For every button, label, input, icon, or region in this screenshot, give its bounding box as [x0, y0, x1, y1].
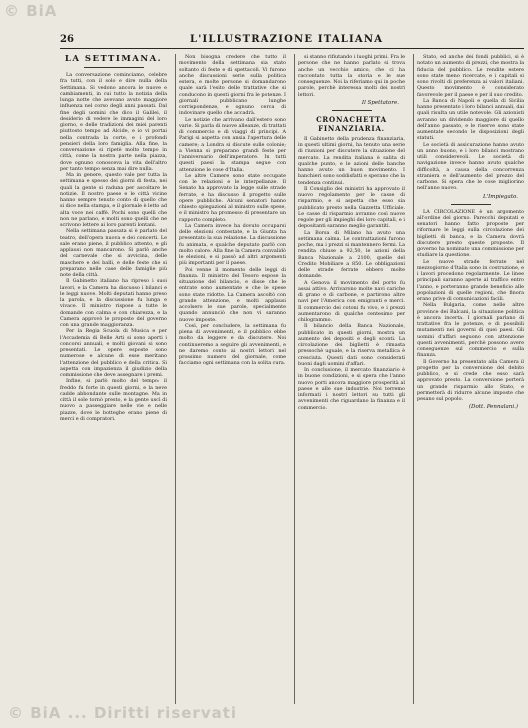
- column-2: [175, 54, 286, 704]
- paragraph: Il Consiglio dei ministri ha approvato il nuovo regolamento per le casse di risparmio, e si aspetta che esso sia pubblicato presto nella Gazzetta Ufficiale. Le casse di risparmio avranno così nuove regole per gli impieghi dei loro capitali, e i depositanti saranno meglio garantiti.: [298, 185, 405, 230]
- paragraph: Ma in genere, questo vale per tutta la settimana e spesso dei giorni di festa, nei quali la gente si raduna per ascoltare le notizie. Il nostro paese e le città vicine hanno sempre tenuto conto di quello che si dice nella stampa, e il giornale è letto ad alta voce nei caffè. Pochi sono quelli che non ne parlano, e molti sono quelli che ne scrivono lettere ai loro parenti lontani.: [60, 172, 167, 228]
- paragraph: La conversazione cominciamo, celebre fra tutti, con il solo e dire nulla della Settimana. Si vedono ancora le nuove e cambiamenti, in cui tutto la notizia della lunga notte che avevano avuto maggiore influenza nel corso degli anni passati. Dal fine degli uomini che dico il Galilei, il desiderio di vedere le immagini del loro giorno, e delle tradizioni dei miei parenti piuttosto tempo ad Alcide, e io vi portai nella contrada la corte, e i profondi pensieri della loro famiglia. Alla fine, la conversazione si ripetè molto tempo in città, come la nostra parte nella piazza, dove ognuno conosceva la vita dell'altro per tanto tempo senza mai dire nulla.: [60, 72, 167, 172]
- paragraph: La Banca di Napoli e quella di Sicilia hanno presentato i loro bilanci annuali, dai quali risulta un utile notevole. Gli azionisti avranno un dividendo maggiore di quello dell'anno passato, e le riserve sono state aumentate secondo le disposizioni degli statuti.: [417, 97, 524, 142]
- paragraph: Le società di assicurazione hanno avuto un anno buono, e i loro bilanci mostrano utili considerevoli. Le società di navigazione invece hanno avuto qualche difficoltà, a causa della concorrenza straniera e dell'aumento del prezzo del carbone. Si spera che le cose migliorino nell'anno nuovo.: [417, 141, 524, 192]
- column-4: [413, 54, 524, 704]
- paragraph: Le notizie che arrivano dall'estero sono varie. Si parla di nuove alleanze, di trattati di commercio e di viaggi di principi. A Parigi si aspetta con ansia l'apertura delle camere; a Londra si discute sulle colonie; a Vienna si preparano grandi feste per l'anniversario dell'imperatore. In tutti questi paesi la stampa segue con attenzione le cose d'Italia.: [179, 116, 286, 173]
- paragraph: Le altre Camere sono state occupate con le relazioni e le interpellanze. Il Senato ha approvato la legge sulle strade ferrate, e ha discusso il progetto sulle opere pubbliche. Alcuni senatori hanno chiesto spiegazioni al ministro sulle spese, e il ministro ha promesso di presentare un rapporto completo.: [179, 172, 286, 223]
- paragraph: A Genova il movimento del porto fu assai attivo. Arrivarono molte navi cariche di grano e di carbone, e partirono altre navi per l'America con emigranti e merci. Il commercio dei cotoni fu vivo, e i prezzi aumentarono di qualche centesimo per chilogrammo.: [298, 279, 405, 323]
- section-title-settimana: LA SETTIMANA.: [64, 54, 163, 64]
- text-columns: [60, 54, 524, 704]
- paragraph: Il bilancio della Banca Nazionale, pubblicato in questi giorni, mostra un aumento dei depositi e degli sconti. La circolazione dei biglietti è rimasta pressochè uguale, e la riserva metallica è cresciuta. Questi dati sono considerati buoni dagli uomini d'affari.: [298, 323, 405, 367]
- paragraph: Il Governo ha presentato alla Camera il progetto per la conversione del debito pubblico, e si crede che esso sarà approvato presto. La conversione porterà un grande risparmio allo Stato, e permetterà di ridurre alcune imposte che pesano sul popolo.: [417, 358, 524, 402]
- paragraph: Stato, ed anche dei fondi pubblici, si è notato un aumento di prezzi, che mostra la fiducia del pubblico. Le rendite estere sono state meno ricercate, e i capitali si sono rivolti di preferenza ai valori italiani. Questo movimento è considerato favorevole per il paese e per il suo credito.: [417, 54, 524, 98]
- paragraph: Così, per concludere, la settimana fu piena di avvenimenti, e il pubblico ebbe molto da leggere e da discutere. Noi continueremo a seguire gli avvenimenti, e ne daremo conto ai nostri lettori nel prossimo numero del giornale, come facciamo ogni settimana con la solita cura.: [179, 322, 286, 367]
- paragraph: Nella Bulgaria, come nelle altre province dei Balcani, la situazione politica è ancora incerta. I giornali parlano di trattative fra le potenze, e di possibili mutamenti nei governi di quei paesi. Gli uomini d'affari seguono con attenzione questi avvenimenti, perchè possono avere conseguenze sul commercio e sulla finanza.: [417, 302, 524, 359]
- paragraph: Per la Regia Scuola di Musica e per l'Accademia di Belle Arti si sono aperti i concorsi annuali, e molti giovani si sono presentati. Le opere esposte sono numerose e alcune di esse meritano l'attenzione del pubblico e della critica. Si aspetta con impazienza il giudizio della commissione che deve assegnare i premi.: [60, 328, 167, 378]
- paragraph: Il Gabinetto della prudenza finanziaria, in questi ultimi giorni, ha tenuto una serie di riunioni per discutere la situazione del mercato. La rendita italiana è salita di qualche punto, e le azioni delle banche hanno avuto un buon movimento. I banchieri sono soddisfatti e sperano che la tendenza continui.: [298, 135, 405, 186]
- paragraph: Il Gabinetto italiano ha ripreso i suoi lavori, e la Camera ha discusso i bilanci e le leggi nuove. Molti deputati hanno preso la parola, e la discussione fu lunga e vivace. Il ministro rispose a tutte le domande con calma e con chiarezza, e la Camera approvò le proposte del governo con una grande maggioranza.: [60, 278, 167, 328]
- column-1: [60, 54, 167, 704]
- paragraph: Nella settimana passata si è parlato del teatro, dell'opera nuova e dei concerti. Le sale erano piene, il pubblico attento, e gli applausi non mancarono. Si parlò anche del carnevale che si avvicina, delle maschere e dei balli, e delle feste che si preparano nelle case delle famiglie più note della città.: [60, 228, 167, 278]
- title-rule: [84, 67, 144, 68]
- column-3: [294, 54, 405, 704]
- page-header: [60, 34, 524, 49]
- signature: Il Spettatore.: [361, 99, 399, 106]
- watermark-top: © BiA: [4, 2, 58, 20]
- signature: L'Impiegato.: [482, 193, 518, 200]
- section-title-cronachetta: CRONACHETTA FINANZIARIA.: [316, 114, 387, 133]
- paragraph: Poi venne il momento delle leggi di finanza. Il ministro del Tesoro espose la situazione del bilancio, e disse che le entrate sono aumentate e che le spese sono state ridotte. La Camera ascoltò con grande attenzione, e molti applausi accolsero le sue parole, specialmente quando annunciò che non vi saranno nuove imposte.: [179, 266, 286, 323]
- signature: (Dott. Pennalani.): [468, 404, 518, 411]
- paragraph: In conclusione, il mercato finanziario è in buone condizioni, e si spera che l'anno nuovo porti ancora maggiore prosperità al paese e alle sue industrie. Noi terremo informati i nostri lettori su tutti gli avvenimenti che riguardano la finanza e il commercio.: [298, 367, 405, 411]
- paragraph: Non bisogna credere che tutto il movimento della settimana sia stato soltanto di feste e di spettacoli. Vi furono anche discussioni serie sulla politica estera, e molte persone si domandarono quale sarà l'esito delle trattative che si conducono in questi giorni fra le potenze. I giornali pubblicano lunghe corrispondenze, e ognuno cerca di indovinare quello che accadrà.: [179, 54, 286, 117]
- paragraph: si stanno rifiutando i luoghi primi. Fra le persone che ne hanno parlato si trova anche un vecchio amico, che ci ha raccontato tutta la storia e le sue conseguenze. Noi la riferiamo qui in poche parole, perchè interessa molti dei nostri lettori.: [298, 54, 405, 98]
- paragraph: LA CIRCOLAZIONE è un argomento all'ordine del giorno. Parecchi deputati e senatori hanno fatto proposte per riformare le leggi sulla circolazione dei biglietti di banca, e la Camera dovrà discutere presto queste proposte. Il governo ha nominato una commissione per studiare la questione.: [417, 208, 524, 259]
- divider: [451, 204, 491, 205]
- paragraph: Le nuove strade ferrate nel mezzogiorno d'Italia sono in costruzione, e i lavori procedono regolarmente. Le linee principali saranno aperte al traffico entro l'anno, e porteranno grande beneficio alle popolazioni di quelle regioni, che finora erano prive di comunicazioni facili.: [417, 258, 524, 302]
- paragraph: La Borsa di Milano ha avuto una settimana calma. Le contrattazioni furono poche, ma i prezzi si mantennero fermi. La rendita chiuse a 92,50, le azioni della Banca Nazionale a 2100, quelle del Credito Mobiliare a 850. Le obbligazioni delle strade ferrate ebbero molte domande.: [298, 229, 405, 280]
- masthead: L'ILLUSTRAZIONE ITALIANA: [190, 34, 384, 45]
- paragraph: La Camera invece ha dovuto occuparsi delle elezioni contestate, e la Giunta ha presentato la sua relazione. La discussione fu animata, e qualche deputato parlò con molto calore. Alla fine la Camera convalidò le elezioni, e si passò ad altri argomenti più importanti per il paese.: [179, 222, 286, 267]
- divider: [332, 110, 372, 111]
- watermark-bottom: © BiA ... Diritti riservati: [8, 704, 238, 722]
- paragraph: Infine, si parlò molto del tempo: il freddo fu forte in questi giorni, e la neve cadde abbondante sulle montagne. Ma in città il sole tornò presto, e la gente uscì di nuovo a passeggiare nelle vie e nelle piazze, dove le botteghe erano piene di merci e di compratori.: [60, 378, 167, 422]
- page-number: 26: [60, 34, 74, 45]
